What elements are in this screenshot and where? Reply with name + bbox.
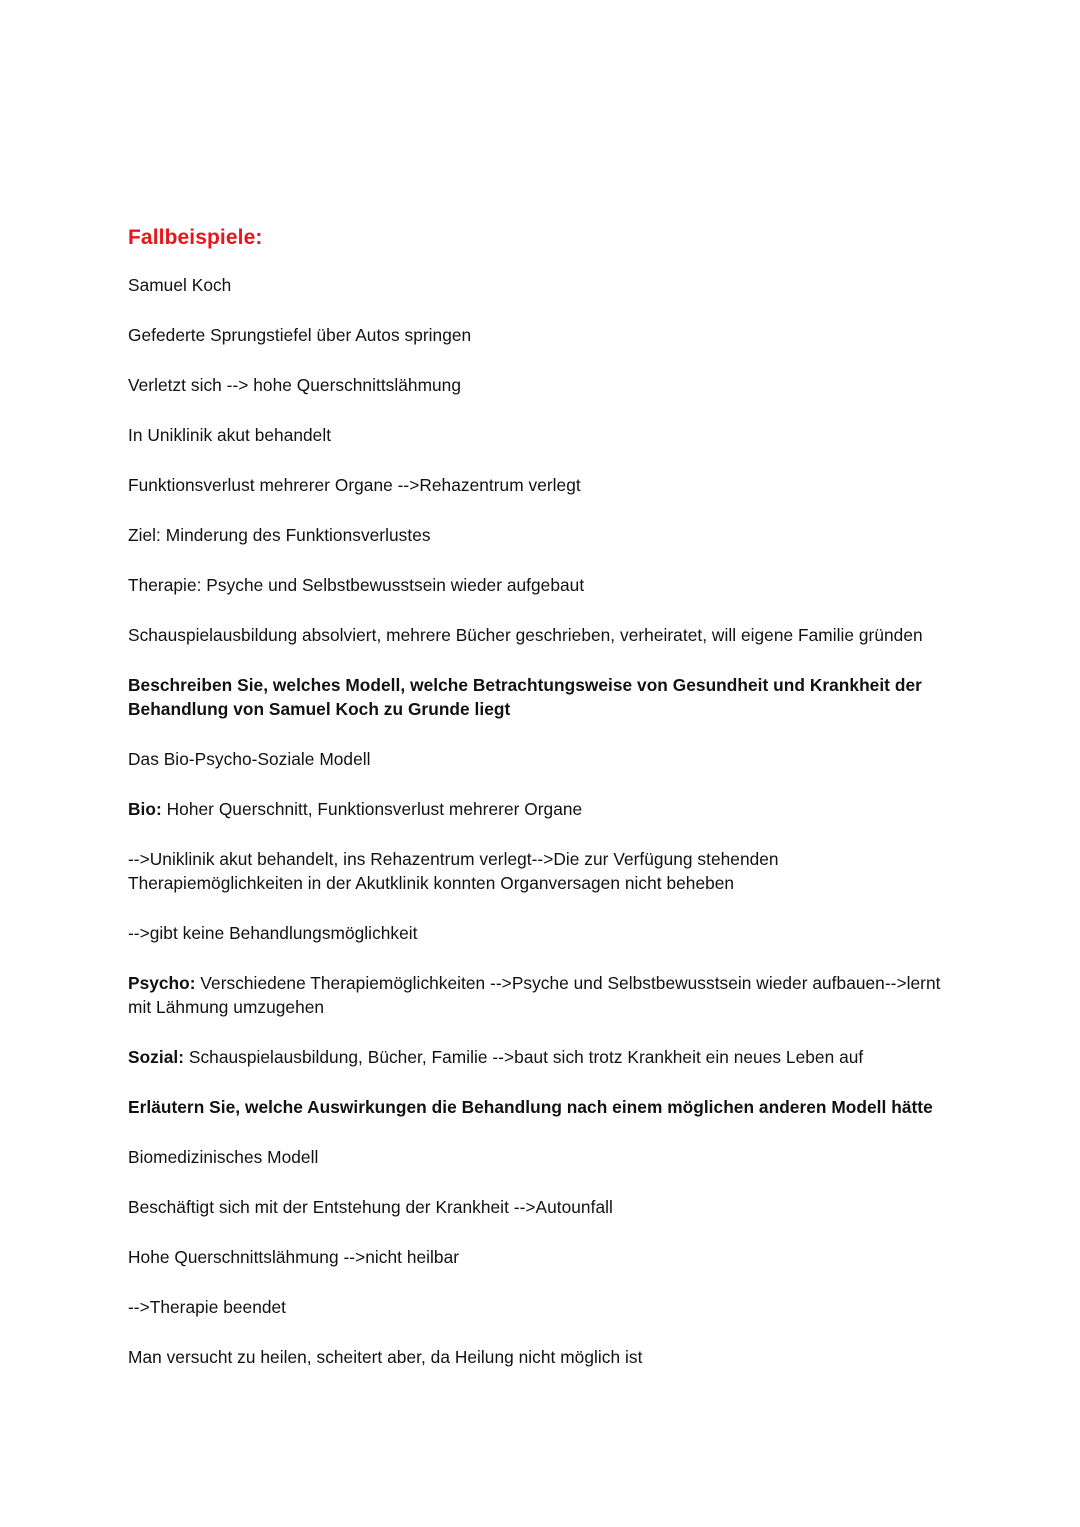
bio-label: Bio: (128, 799, 162, 819)
paragraph-sozial (128, 1045, 943, 1069)
psycho-label: Psycho: (128, 973, 196, 993)
paragraph-injury: Verletzt sich --> hohe Querschnittslähmung (128, 375, 462, 395)
paragraph-no-treatment: -->gibt keine Behandlungsmöglichkeit (128, 923, 418, 943)
paragraph-biomedical: Biomedizinisches Modell (128, 1147, 319, 1167)
psycho-text: Verschiedene Therapiemöglichkeiten -->Psyche und Selbstbewusstsein wieder aufbauen-->lernt mit Lähmung umzugehen (128, 973, 941, 1017)
paragraph-origin: Beschäftigt sich mit der Entstehung der Krankheit -->Autounfall (128, 1197, 613, 1217)
paragraph-goal: Ziel: Minderung des Funktionsverlustes (128, 525, 431, 545)
paragraph-psycho (128, 971, 943, 1019)
paragraph-bio-detail: -->Uniklinik akut behandelt, ins Rehazentrum verlegt-->Die zur Verfügung stehenden Therapiemöglichkeiten in der Akutklinik konnten Organversagen nicht beheben (128, 849, 779, 893)
paragraph-therapy-ended: -->Therapie beendet (128, 1297, 287, 1317)
paragraph-functionloss: Funktionsverlust mehrerer Organe -->Rehazentrum verlegt (128, 475, 581, 495)
question-1: Beschreiben Sie, welches Modell, welche Betrachtungsweise von Gesundheit und Krankheit der Behandlung von Samuel Koch zu Grunde liegt (128, 675, 922, 719)
bio-text: Hoher Querschnitt, Funktionsverlust mehrerer Organe (161, 799, 583, 819)
sozial-label: Sozial: (128, 1047, 185, 1067)
document-page (128, 224, 943, 1395)
paragraph-acting: Schauspielausbildung absolviert, mehrere Bücher geschrieben, verheiratet, will eigene Familie gründen (128, 625, 923, 645)
paragraph-case-name: Samuel Koch (128, 275, 232, 295)
sozial-text: Schauspielausbildung, Bücher, Familie -->baut sich trotz Krankheit ein neues Leben auf (184, 1047, 864, 1067)
paragraph-jump-boots: Gefederte Sprungstiefel über Autos springen (128, 325, 472, 345)
paragraph-uniklinik: In Uniklinik akut behandelt (128, 425, 332, 445)
paragraph-therapy: Therapie: Psyche und Selbstbewusstsein wieder aufgebaut (128, 575, 585, 595)
paragraph-biopsychosocial: Das Bio-Psycho-Soziale Modell (128, 749, 371, 769)
section-heading: Fallbeispiele: (128, 226, 263, 249)
paragraph-bio (128, 797, 943, 821)
question-2: Erläutern Sie, welche Auswirkungen die Behandlung nach einem möglichen anderen Modell hätte (128, 1097, 933, 1117)
paragraph-cure-attempt: Man versucht zu heilen, scheitert aber, da Heilung nicht möglich ist (128, 1347, 643, 1367)
paragraph-not-curable: Hohe Querschnittslähmung -->nicht heilbar (128, 1247, 460, 1267)
